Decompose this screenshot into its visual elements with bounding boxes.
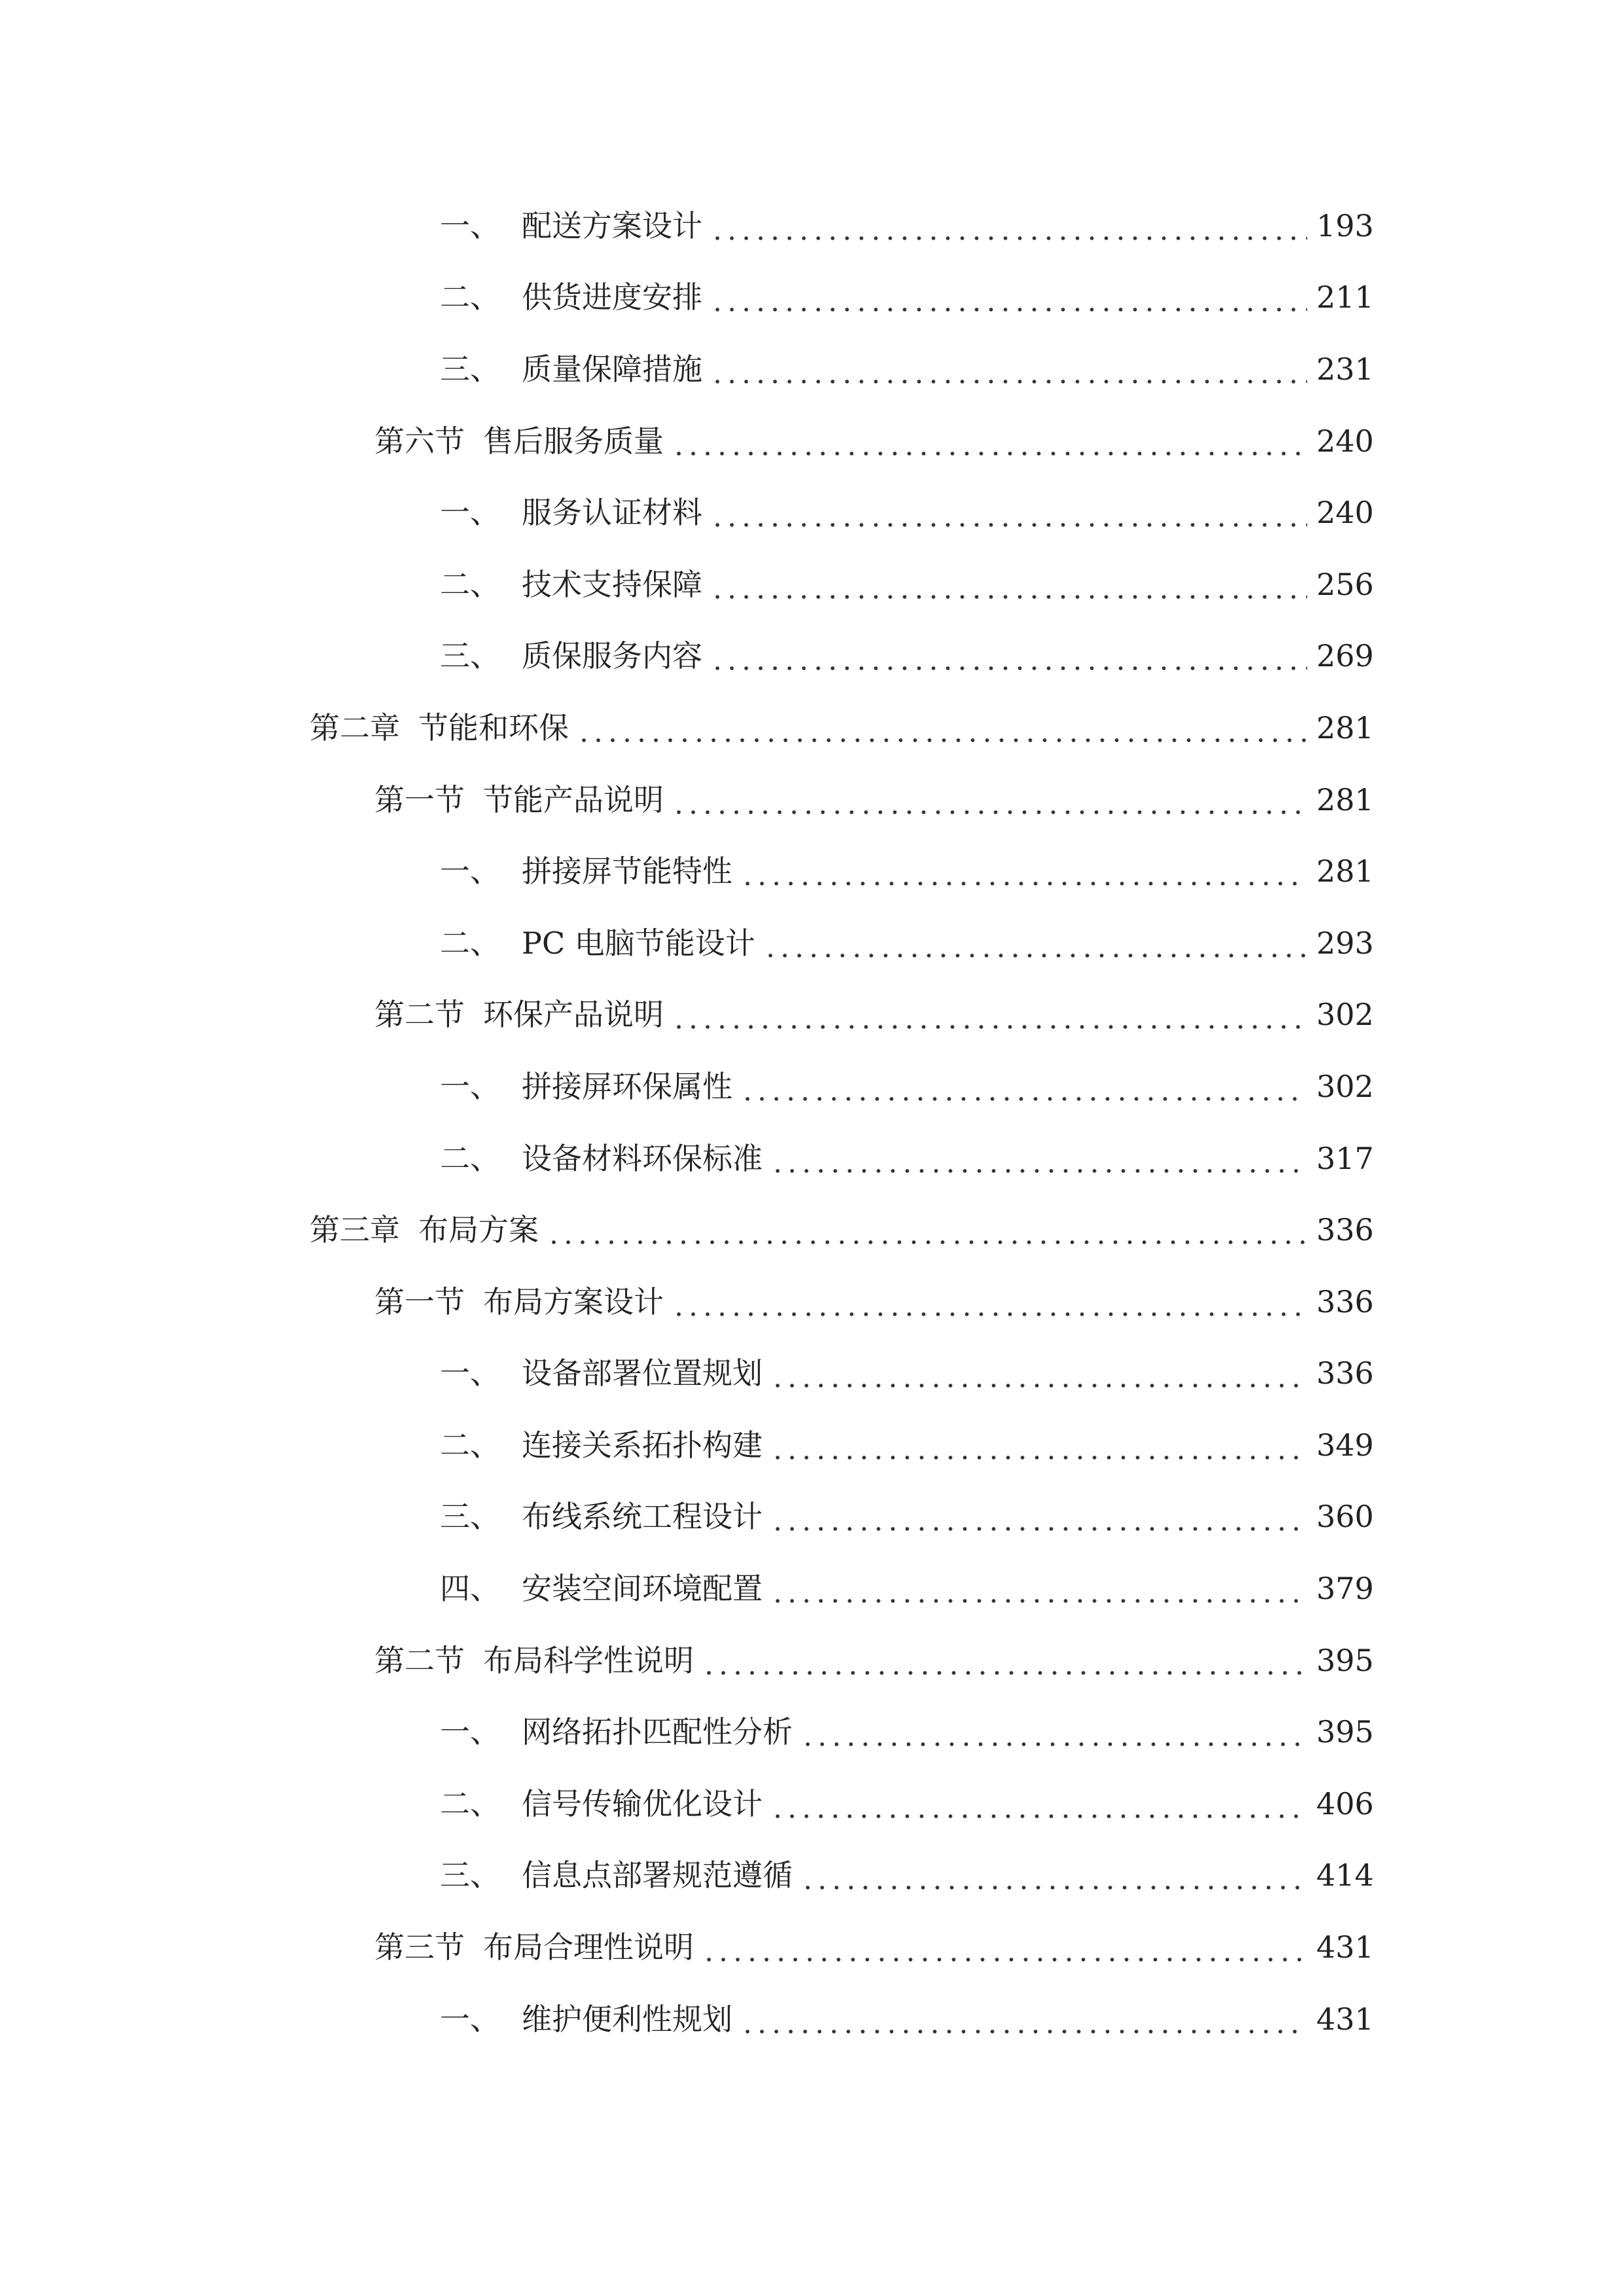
toc-entry-title: 设备材料环保标准 xyxy=(522,1140,763,1176)
toc-entry-number: 四、 xyxy=(440,1571,500,1607)
toc-dot-leader xyxy=(710,211,1307,241)
toc-entry-number: 二、 xyxy=(440,566,500,602)
toc-page-number: 293 xyxy=(1316,925,1374,961)
toc-entry-title: 售后服务质量 xyxy=(483,423,664,459)
toc-entry-number: 第一节 xyxy=(374,781,465,817)
toc-entry-title: 配送方案设计 xyxy=(522,207,702,243)
toc-entry-title: 设备部署位置规划 xyxy=(522,1355,763,1391)
toc-entry[interactable] xyxy=(0,1696,1624,1768)
toc-entry-number: 一、 xyxy=(440,207,500,243)
toc-entry-title: 连接关系拓扑构建 xyxy=(522,1427,763,1463)
toc-dot-leader xyxy=(702,1932,1307,1962)
toc-entry-number: 一、 xyxy=(440,495,500,531)
toc-dot-leader xyxy=(577,713,1307,743)
toc-dot-leader xyxy=(710,641,1307,671)
toc-entry-number: 第一节 xyxy=(374,1283,465,1319)
toc-entry[interactable] xyxy=(0,1481,1624,1553)
toc-dot-leader xyxy=(672,426,1307,456)
toc-entry-number: 第二节 xyxy=(374,997,465,1033)
toc-page-number: 336 xyxy=(1316,1355,1374,1391)
toc-entry-title: 布局方案设计 xyxy=(483,1283,664,1319)
toc-entry[interactable] xyxy=(0,1983,1624,2055)
toc-page-number: 256 xyxy=(1316,566,1374,602)
toc-entry-title: PC 电脑节能设计 xyxy=(522,925,755,961)
toc-entry-title: 布局合理性说明 xyxy=(483,1929,694,1965)
toc-page-number: 349 xyxy=(1316,1427,1374,1463)
toc-page-number: 431 xyxy=(1316,2001,1374,2037)
toc-page-number: 379 xyxy=(1316,1571,1374,1607)
toc-entry[interactable] xyxy=(0,1768,1624,1840)
toc-entry[interactable] xyxy=(0,333,1624,405)
toc-page-number: 281 xyxy=(1316,781,1374,817)
toc-entry-number: 第三章 xyxy=(310,1212,400,1248)
toc-entry[interactable] xyxy=(0,476,1624,548)
toc-dot-leader xyxy=(672,785,1307,815)
toc-entry-title: 网络拓扑匹配性分析 xyxy=(522,1714,793,1750)
toc-entry-number: 第三节 xyxy=(374,1929,465,1965)
toc-entry[interactable] xyxy=(0,835,1624,907)
toc-entry[interactable] xyxy=(0,1050,1624,1122)
toc-entry[interactable] xyxy=(0,1266,1624,1338)
toc-entry-number: 二、 xyxy=(440,1785,500,1821)
toc-dot-leader xyxy=(740,1071,1307,1102)
toc-dot-leader xyxy=(672,1287,1307,1317)
toc-page-number: 336 xyxy=(1316,1283,1374,1319)
toc-entry[interactable] xyxy=(0,1840,1624,1912)
toc-entry[interactable] xyxy=(0,1338,1624,1410)
toc-page-number: 240 xyxy=(1316,495,1374,531)
toc-entry[interactable] xyxy=(0,262,1624,334)
toc-page-number: 231 xyxy=(1316,351,1374,387)
toc-dot-leader xyxy=(801,1717,1307,1747)
toc-entry-number: 三、 xyxy=(440,351,500,387)
toc-dot-leader xyxy=(770,1143,1307,1174)
toc-dot-leader xyxy=(672,999,1307,1030)
toc-entry[interactable] xyxy=(0,190,1624,262)
toc-entry[interactable] xyxy=(0,764,1624,836)
toc-page-number: 281 xyxy=(1316,853,1374,889)
toc-page-number: 360 xyxy=(1316,1499,1374,1535)
toc-entry[interactable] xyxy=(0,620,1624,692)
toc-entry-title: 节能产品说明 xyxy=(483,781,664,817)
toc-dot-leader xyxy=(770,1358,1307,1388)
toc-page-number: 240 xyxy=(1316,423,1374,459)
toc-entry-title: 安装空间环境配置 xyxy=(522,1571,763,1607)
toc-entry[interactable] xyxy=(0,1911,1624,1983)
toc-entry[interactable] xyxy=(0,1409,1624,1481)
toc-dot-leader xyxy=(547,1215,1307,1245)
toc-entry-title: 布线系统工程设计 xyxy=(522,1499,763,1535)
toc-entry-number: 二、 xyxy=(440,279,500,315)
toc-page-number: 317 xyxy=(1316,1140,1374,1176)
toc-entry-title: 布局科学性说明 xyxy=(483,1642,694,1678)
toc-entry-number: 一、 xyxy=(440,1714,500,1750)
toc-dot-leader xyxy=(770,1573,1307,1604)
toc-dot-leader xyxy=(710,354,1307,384)
toc-entry[interactable] xyxy=(0,548,1624,620)
toc-dot-leader xyxy=(770,1789,1307,1819)
toc-page-number: 211 xyxy=(1316,279,1374,315)
toc-entry[interactable] xyxy=(0,907,1624,979)
toc-entry-number: 第二章 xyxy=(310,709,400,745)
toc-page-number: 269 xyxy=(1316,638,1374,674)
toc-page-number: 395 xyxy=(1316,1714,1374,1750)
toc-dot-leader xyxy=(801,1860,1307,1890)
toc-entry-number: 第二节 xyxy=(374,1642,465,1678)
toc-entry-title: 节能和环保 xyxy=(418,709,569,745)
toc-dot-leader xyxy=(770,1501,1307,1532)
table-of-contents xyxy=(0,190,1624,2054)
toc-entry-title: 布局方案 xyxy=(418,1212,539,1248)
toc-page-number: 406 xyxy=(1316,1785,1374,1821)
toc-entry[interactable] xyxy=(0,1122,1624,1194)
toc-dot-leader xyxy=(740,2004,1307,2034)
toc-page-number: 302 xyxy=(1316,997,1374,1033)
toc-entry[interactable] xyxy=(0,1624,1624,1696)
toc-page-number: 395 xyxy=(1316,1642,1374,1678)
toc-page-number: 336 xyxy=(1316,1212,1374,1248)
toc-entry-number: 三、 xyxy=(440,638,500,674)
toc-entry-number: 三、 xyxy=(440,1499,500,1535)
toc-page-number: 281 xyxy=(1316,709,1374,745)
toc-entry[interactable] xyxy=(0,405,1624,477)
toc-dot-leader xyxy=(770,1430,1307,1460)
toc-dot-leader xyxy=(710,282,1307,312)
toc-entry-title: 供货进度安排 xyxy=(522,279,702,315)
toc-dot-leader xyxy=(710,497,1307,528)
toc-entry[interactable] xyxy=(0,979,1624,1051)
toc-entry[interactable] xyxy=(0,692,1624,764)
toc-entry-number: 一、 xyxy=(440,1068,500,1104)
toc-entry-number: 一、 xyxy=(440,2001,500,2037)
toc-entry[interactable] xyxy=(0,1552,1624,1624)
toc-page-number: 414 xyxy=(1316,1857,1374,1893)
toc-dot-leader xyxy=(740,856,1307,886)
toc-entry-number: 第六节 xyxy=(374,423,465,459)
toc-entry-number: 一、 xyxy=(440,853,500,889)
toc-entry-number: 一、 xyxy=(440,1355,500,1391)
toc-entry-title: 质量保障措施 xyxy=(522,351,702,387)
toc-entry-title: 质保服务内容 xyxy=(522,638,702,674)
toc-dot-leader xyxy=(710,569,1307,600)
toc-page-number: 193 xyxy=(1316,207,1374,243)
toc-dot-leader xyxy=(763,928,1307,958)
toc-entry[interactable] xyxy=(0,1194,1624,1266)
toc-entry-title: 技术支持保障 xyxy=(522,566,702,602)
toc-entry-number: 三、 xyxy=(440,1857,500,1893)
toc-entry-number: 二、 xyxy=(440,1140,500,1176)
toc-page-number: 431 xyxy=(1316,1929,1374,1965)
toc-entry-title: 维护便利性规划 xyxy=(522,2001,732,2037)
toc-page-number: 302 xyxy=(1316,1068,1374,1104)
toc-entry-title: 拼接屏节能特性 xyxy=(522,853,732,889)
toc-entry-title: 环保产品说明 xyxy=(483,997,664,1033)
toc-entry-title: 服务认证材料 xyxy=(522,495,702,531)
toc-dot-leader xyxy=(702,1645,1307,1676)
toc-entry-number: 二、 xyxy=(440,1427,500,1463)
toc-entry-number: 二、 xyxy=(440,925,500,961)
toc-entry-title: 信息点部署规范遵循 xyxy=(522,1857,793,1893)
toc-entry-title: 拼接屏环保属性 xyxy=(522,1068,732,1104)
toc-entry-title: 信号传输优化设计 xyxy=(522,1785,763,1821)
